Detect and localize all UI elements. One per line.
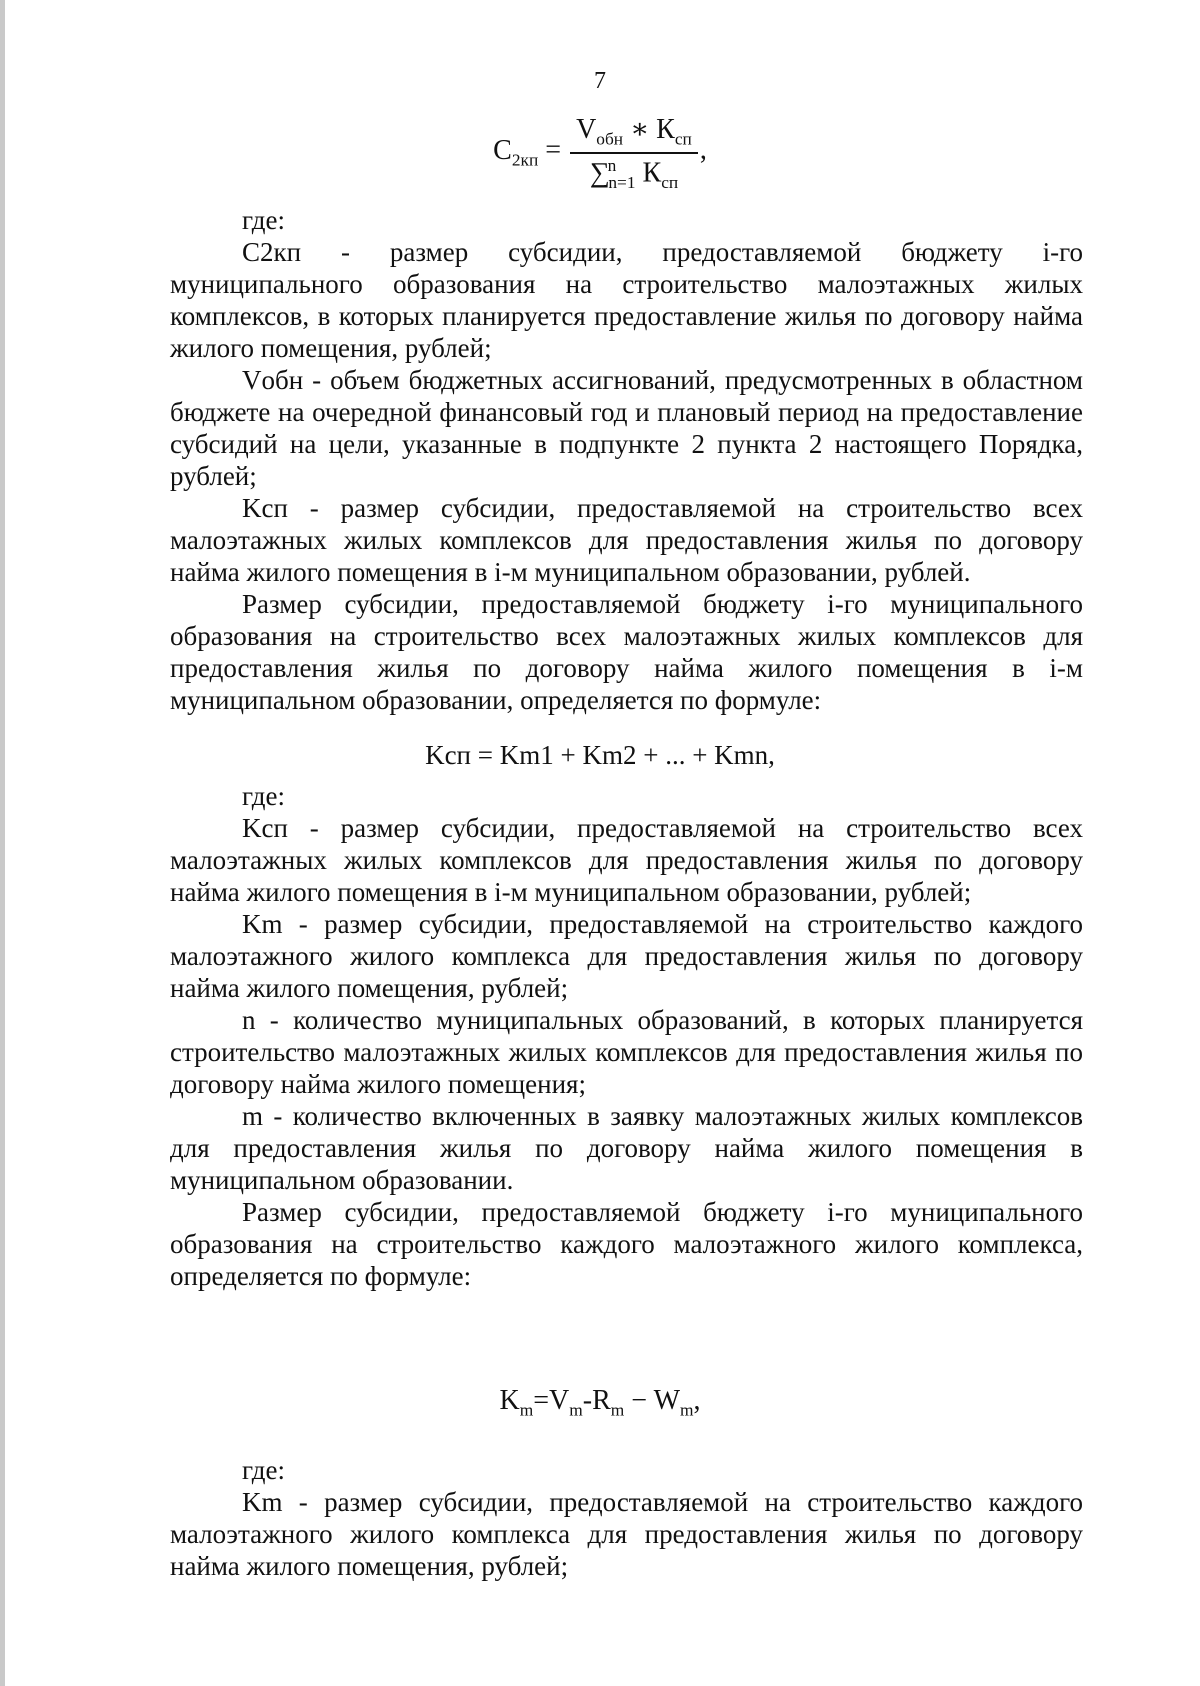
definition-c2kp: C2кп - размер субсидии, предоставляемой бюджету i-го муниципального образования на строительство малоэтажных жилых комплексов, в которых планируется предоставление жилья по договору найма жилого помещения, рублей; [170, 237, 1083, 363]
text-block-3 [170, 1454, 1083, 1582]
where-label: где: [242, 1455, 285, 1485]
formula1-denominator: ∑$^n_{n=1}$ $К_{сп}$ [589, 155, 679, 192]
page-edge [0, 0, 5, 1686]
definition-km: Km - размер субсидии, предоставляемой на строительство каждого малоэтажного жилого комплекса для предоставления жилья по договору найма жилого помещения, рублей; [170, 909, 1083, 1003]
formula-ksp-sum: Kсп = Km1 + Km2 + ... + Kmn, [425, 740, 775, 770]
where-label: где: [242, 205, 285, 235]
definition-km: Km - размер субсидии, предоставляемой на строительство каждого малоэтажного жилого комплекса для предоставления жилья по договору найма жилого помещения, рублей; [170, 1487, 1083, 1581]
page-number: 7 [594, 68, 606, 94]
text-block-2 [170, 780, 1083, 1292]
paragraph-formula-intro-2: Размер субсидии, предоставляемой бюджету i-го муниципального образования на строительство каждого малоэтажного жилого комплекса, определяется по формуле: [170, 1197, 1083, 1291]
formula1-lhs: $C_{2кп}$ [493, 134, 539, 170]
definition-ksp: Kсп - размер субсидии, предоставляемой на строительство всех малоэтажных жилых комплексов для предоставления жилья по договору найма жилого помещения в i-м муниципальном образовании, рублей. [170, 493, 1083, 587]
definition-ksp: Kсп - размер субсидии, предоставляемой на строительство всех малоэтажных жилых комплексов для предоставления жилья по договору найма жилого помещения в i-м муниципальном образовании, рублей; [170, 813, 1083, 907]
paragraph-formula-intro-1: Размер субсидии, предоставляемой бюджету i-го муниципального образования на строительство всех малоэтажных жилых комплексов для предоставления жилья по договору найма жилого помещения в i-м муниципальном образовании, определяется по формуле: [170, 589, 1083, 715]
formula1-fraction [570, 112, 698, 193]
formula-subsidy-share [0, 112, 1200, 193]
definition-m: m - количество включенных в заявку малоэтажных жилых комплексов для предоставления жилья по договору найма жилого помещения в муниципальном образовании. [170, 1101, 1083, 1195]
formula1-comma: , [699, 134, 707, 166]
formula1-numerator: $V_{обн}$ ∗ $К_{сп}$ [570, 112, 698, 154]
formula-km: $K_m=V_m-R_m - W_m$, [499, 1385, 701, 1420]
definition-vobn: Vобн - объем бюджетных ассигнований, предусмотренных в областном бюджете на очередной финансовый год и плановый период на предоставление субсидий на цели, указанные в подпункте 2 пункта 2 настоящего Порядка, рублей; [170, 365, 1083, 491]
formula1-eq: = [545, 134, 562, 166]
definition-n: n - количество муниципальных образований, в которых планируется строительство малоэтажных жилых комплексов для предоставления жилья по договору найма жилого помещения; [170, 1005, 1083, 1099]
text-block-1 [170, 204, 1083, 716]
where-label: где: [242, 781, 285, 811]
